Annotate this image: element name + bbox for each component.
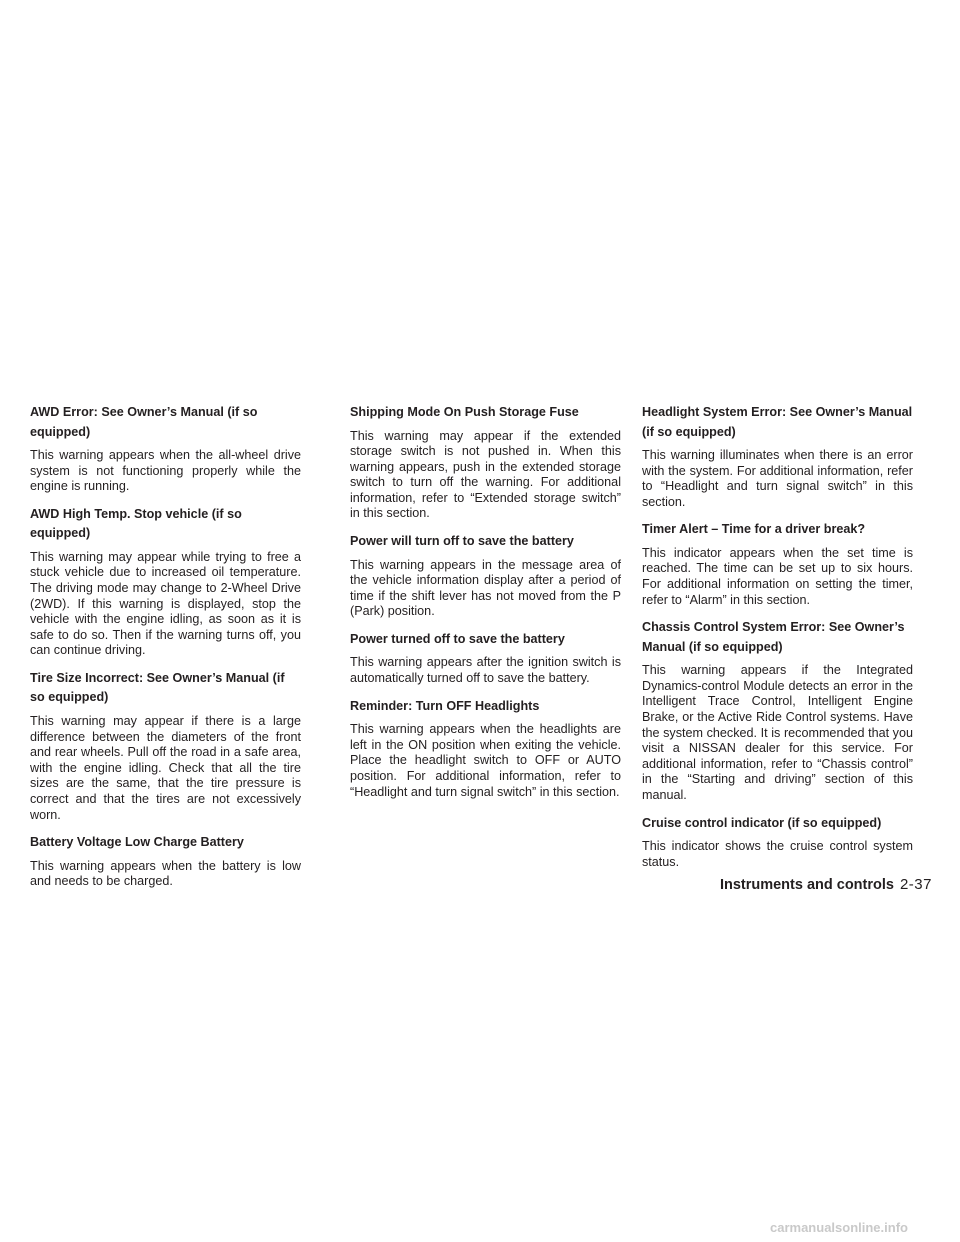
section-body: This warning may appear while trying to free a stuck vehicle due to increased oil temperature. The driving mode may change to 2-Wheel Drive (2WD). If this warning is displayed, stop the vehicle with the engine idling, as soon as it is safe to do so. Then if the warning turns off, you can continue driving. xyxy=(30,549,301,658)
section-body: This indicator appears when the set time is reached. The time can be set up to six hours. For additional information on setting the timer, refer to “Alarm” in this section. xyxy=(642,545,913,607)
section-heading: Tire Size Incorrect: See Owner’s Manual (if so equipped) xyxy=(30,670,285,705)
section-heading: Cruise control indicator (if so equipped) xyxy=(642,815,882,830)
section-heading: Reminder: Turn OFF Headlights xyxy=(350,698,540,713)
footer-section-title: Instruments and controls xyxy=(719,877,894,893)
column-2 xyxy=(350,403,621,810)
watermark: carmanualsonline.info xyxy=(770,1220,908,1235)
page-number: 2-37 xyxy=(899,876,932,893)
section-body: This warning appears if the Integrated Dynamics-control Module detects an error in the Intelligent Trace Control, Intelligent Engine Brake, or the Active Ride Control systems. Have the system checked. It is recommended that you visit a NISSAN dealer for this service. For additional information, refer to “Chassis control” in the “Starting and driving” section of this manual. xyxy=(642,663,913,802)
section-body: This warning appears after the ignition switch is automatically turned off to save the battery. xyxy=(350,655,621,686)
section-heading: AWD Error: See Owner’s Manual (if so equipped) xyxy=(30,405,258,439)
section-body: This warning appears in the message area of the vehicle information display after a period of time if the shift lever has not moved from the P (Park) position. xyxy=(350,557,621,619)
column-3 xyxy=(642,403,913,880)
section-heading: Battery Voltage Low Charge Battery xyxy=(30,835,244,850)
section-heading: Headlight System Error: See Owner’s Manual (if so equipped) xyxy=(642,405,913,439)
section-heading: Chassis Control System Error: See Owner’s Manual (if so equipped) xyxy=(642,620,905,654)
column-1 xyxy=(30,403,301,900)
section-body: This warning appears when the all-wheel drive system is not functioning properly while the engine is running. xyxy=(30,448,301,494)
section-body: This indicator shows the cruise control system status. xyxy=(642,839,913,869)
section-body: This warning may appear if there is a large difference between the diameters of the front and rear wheels. Pull off the road in a safe area, with the engine idling. Check that all the tire sizes are the same, that the tire pressure is correct and that the tires are not excessively worn. xyxy=(30,713,301,822)
section-body: This warning illuminates when there is an error with the system. For additional information, refer to “Headlight and turn signal switch” in this section. xyxy=(642,448,913,509)
section-heading: Timer Alert – Time for a driver break? xyxy=(642,522,866,537)
section-heading: Shipping Mode On Push Storage Fuse xyxy=(350,405,579,419)
section-body: This warning appears when the headlights are left in the ON position when exiting the vehicle. Place the headlight switch to OFF or AUTO position. For additional information, refer to “Headlight and turn signal switch” in this section. xyxy=(350,722,621,799)
section-heading: Power turned off to save the battery xyxy=(350,631,565,646)
section-body: This warning appears when the battery is low and needs to be charged. xyxy=(30,858,301,889)
section-heading: Power will turn off to save the battery xyxy=(350,534,574,549)
page-footer xyxy=(676,876,932,894)
section-body: This warning may appear if the extended storage switch is not pushed in. When this warning appears, push in the extended storage switch to turn off the warning. For additional information, refer to “Extended storage switch” in this section. xyxy=(350,428,621,521)
section-heading: AWD High Temp. Stop vehicle (if so equipped) xyxy=(30,506,242,541)
